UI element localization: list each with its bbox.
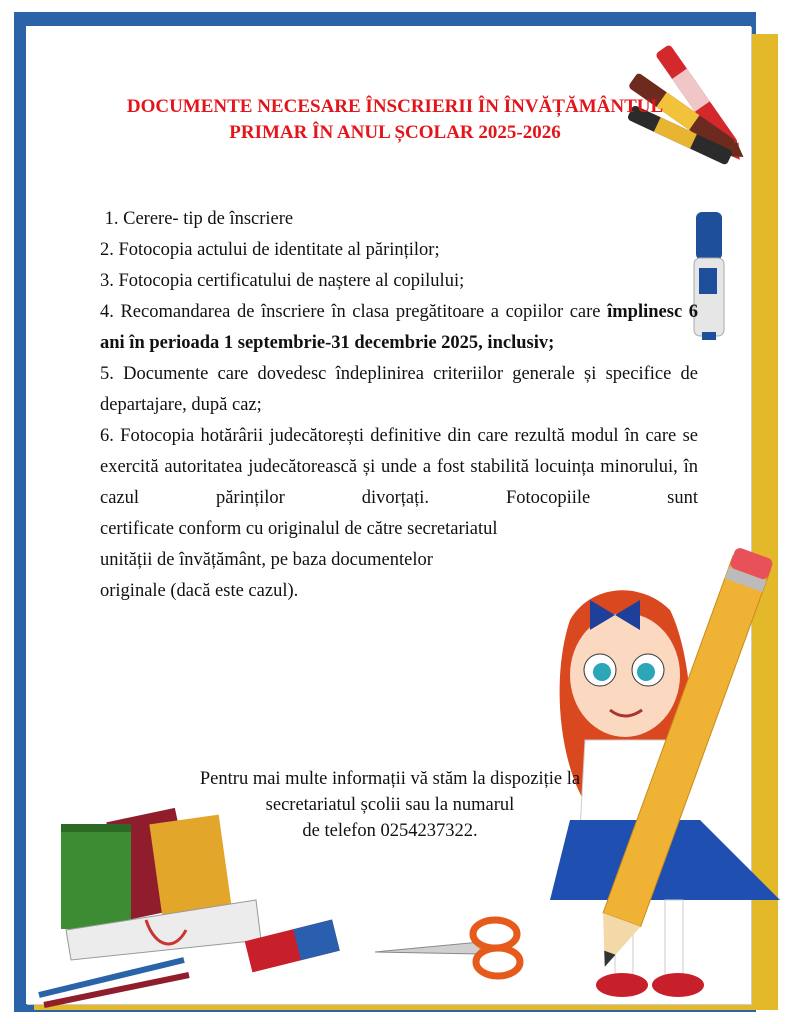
footer-line-1: Pentru mai multe informații vă stăm la dispoziție la <box>199 769 581 789</box>
list-item-4-text: 4. Recomandarea de înscriere în clasa pregătitoare a copiilor care <box>100 302 608 322</box>
list-item-6-line-3: unității de învățământ, pe baza documentelor <box>100 550 433 570</box>
list-item-1: 1. Cerere- tip de înscriere <box>100 209 294 229</box>
title-line-1: DOCUMENTE NECESARE ÎNSCRIERII ÎN ÎNVĂȚĂMÂNTUL <box>126 96 664 117</box>
list-item-6-line-4: originale (dacă este cazul). <box>100 581 299 601</box>
list-item-6-line-2: certificate conform cu originalul de către secretariatul <box>100 519 498 539</box>
eraser-icon <box>242 910 342 980</box>
footer-line-3: de telefon 0254237322. <box>302 821 478 841</box>
list-item-4-bold: împlinesc 6 ani în perioada 1 septembrie-31 decembrie 2025, inclusiv; <box>100 302 698 353</box>
document-list <box>100 204 698 607</box>
list-item-5: 5. Documente care dovedesc îndeplinirea criteriilor generale și specifice de departajare, după caz; <box>100 364 698 415</box>
contact-footer <box>150 766 630 844</box>
title-line-2: PRIMAR ÎN ANUL ȘCOLAR 2025-2026 <box>229 122 561 143</box>
scissors-icon <box>370 912 530 982</box>
list-item-6: 6. Fotocopia hotărârii judecătorești definitive din care rezultă modul în care se exercită autoritatea judecătorească și unde a fost stabilită locuința minorului, în cazul părinților divorțați. Fotocopiile sunt <box>100 426 698 508</box>
list-item-3: 3. Fotocopia certificatului de naștere al copilului; <box>100 271 465 291</box>
list-item-4 <box>100 297 698 359</box>
list-item-2: 2. Fotocopia actului de identitate al părinților; <box>100 240 440 260</box>
footer-line-2: secretariatul școlii sau la numarul <box>265 795 515 815</box>
document-title <box>100 94 690 146</box>
pencils-icon <box>34 950 194 1010</box>
